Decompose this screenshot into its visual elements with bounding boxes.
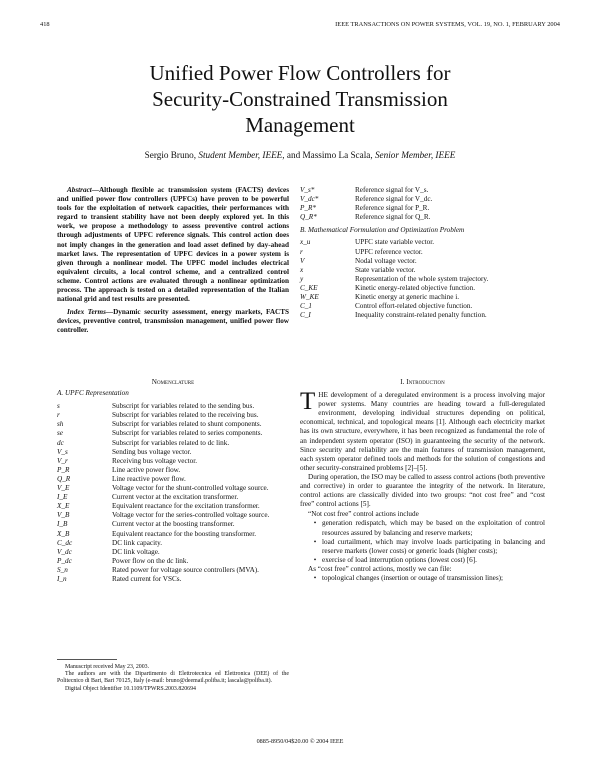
nomenclature-symbol: V_s* bbox=[300, 186, 315, 194]
abstract bbox=[57, 186, 289, 336]
nomenclature-symbol: P_dc bbox=[57, 556, 72, 565]
nomenclature-row bbox=[57, 502, 289, 511]
nomenclature-row bbox=[300, 302, 545, 311]
nomenclature-definition: Power flow on the dc link. bbox=[112, 556, 189, 565]
paper-title bbox=[0, 60, 600, 138]
nomenclature-continued bbox=[300, 186, 545, 320]
nomenclature-symbol: S_n bbox=[57, 565, 68, 574]
nomenclature-symbol: I_n bbox=[57, 574, 67, 583]
nomenclature-symbol: Q_R bbox=[57, 474, 71, 483]
nomenclature-definition: Rated current for VSCs. bbox=[112, 574, 182, 583]
nomenclature-row bbox=[57, 466, 289, 475]
nomenclature-symbol: se bbox=[57, 429, 63, 438]
list-item: • topological changes (insertion or outage of transmission lines); bbox=[313, 573, 504, 582]
nomenclature-definition: Voltage vector for the shunt-controlled voltage source. bbox=[112, 484, 269, 493]
nomenclature-definition: Reference signal for V_s. bbox=[355, 186, 429, 194]
nomenclature-row bbox=[57, 520, 289, 529]
nomenclature-symbol: dc bbox=[57, 438, 64, 447]
nomenclature-row bbox=[300, 186, 545, 195]
nomenclature-row bbox=[300, 311, 545, 320]
nomenclature-definition: Nodal voltage vector. bbox=[355, 256, 417, 265]
introduction-section bbox=[300, 378, 545, 583]
nomenclature-symbol: y bbox=[300, 274, 304, 283]
nomenclature-symbol: C_KE bbox=[300, 283, 318, 292]
nomenclature-row bbox=[300, 275, 545, 284]
nomenclature-definition: Control effort-related objective function. bbox=[355, 302, 473, 311]
nomenclature-definition: State variable vector. bbox=[355, 265, 416, 274]
nomenclature-definition: Kinetic energy at generic machine i. bbox=[355, 293, 460, 302]
nomenclature-row bbox=[57, 448, 289, 457]
nomenclature-symbol: C_dc bbox=[57, 538, 73, 547]
nomenclature-symbol: V_E bbox=[57, 484, 70, 493]
nomenclature-symbol: Q_R* bbox=[300, 213, 317, 222]
nomenclature-row bbox=[300, 195, 545, 204]
nomenclature-symbol: W_KE bbox=[300, 293, 319, 302]
nomenclature-definition: Inequality constraint-related penalty function. bbox=[355, 311, 487, 320]
nomenclature-list-a bbox=[57, 402, 289, 584]
nomenclature-definition: Subscript for variables related to the receiving bus. bbox=[112, 411, 259, 420]
nomenclature-definition: Subscript for variables related to series components. bbox=[112, 429, 263, 438]
nomenclature-row bbox=[300, 257, 545, 266]
nomenclature-definition: Equivalent reactance for the excitation transformer. bbox=[112, 502, 260, 511]
nomenclature-definition: Reference signal for Q_R. bbox=[355, 213, 431, 222]
nomenclature-row bbox=[57, 411, 289, 420]
nomenclature-section bbox=[57, 378, 289, 584]
abstract-text: Although flexible ac transmission system (FACTS) devices and unified power flow controllers (UPFCs) have proven to be powerful tools for the exploitation of network capacities, their performances with regard to transient stability have not been deeply explored yet. In this work, we propose a methodology to assess preventive control actions through adjustments of UPFC reference signals. This control action does not imply changes in the generation and load asset defined by day-ahead market laws. The representation of UPFC devices in a power system is given through a nonlinear model. The UPFC model includes electrical equivalent circuits, a local control scheme, and a centralized control scheme. Control actions are evaluated through a nonlinear optimization process. The approach is tested on a detailed representation of the Italian national grid and test results are presented. bbox=[57, 186, 289, 304]
intro-paragraph-2: During operation, the ISO may be called to assess control actions (both preventive and corrective) in order to guarantee the integrity of the network. In literature, control actions are classically divided into two groups: “not cost free” and “cost free” control actions [5]. bbox=[300, 472, 545, 509]
nomenclature-symbol: V_B bbox=[57, 511, 70, 520]
nomenclature-symbol: s bbox=[57, 402, 60, 411]
intro-paragraph-1: THE development of a deregulated environment is a process involving major power systems. Many countries are heading toward a full-deregulated environment, developing individual structures depending on political, economical, technical, and topological means [1]. Although each electricity market has its own structure, everywhere, it has been recognized as fundamental the role of an independent system operator (ISO) in guaranteeing the security of the network. Since security and reliability are the main features of transmission management, each system operator defined tools and methods for the solution of congestions and other security-constrained problems [2]–[5]. bbox=[300, 388, 545, 472]
nomenclature-definition: DC link capacity. bbox=[112, 538, 163, 547]
nomenclature-definition: Line reactive power flow. bbox=[112, 474, 186, 483]
list-item: • generation redispatch, which may be based on the exploitation of control resources assured by balancing and reserve markets; bbox=[313, 519, 545, 537]
nomenclature-row bbox=[300, 238, 545, 247]
nomenclature-row bbox=[300, 293, 545, 302]
intro-paragraph-3: “Not cost free” control actions include bbox=[308, 510, 419, 519]
bullet-list-1 bbox=[308, 519, 545, 564]
footnote-received: Manuscript received May 23, 2003. bbox=[65, 664, 150, 670]
nomenclature-symbol: P_R* bbox=[300, 204, 316, 213]
nomenclature-definition: Rated power for voltage source controllers (MVA). bbox=[112, 565, 259, 574]
nomenclature-row bbox=[57, 402, 289, 411]
nomenclature-definition: DC link voltage. bbox=[112, 547, 160, 556]
nomenclature-definition: Sending bus voltage vector. bbox=[112, 447, 192, 456]
nomenclature-symbol: x bbox=[300, 265, 304, 274]
nomenclature-definition: Equivalent reactance for the boosting transformer. bbox=[112, 529, 257, 538]
nomenclature-definition: Subscript for variables related to shunt components. bbox=[112, 420, 262, 429]
author-name: Sergio Bruno, bbox=[144, 150, 197, 160]
nomenclature-symbol: V_s bbox=[57, 447, 68, 456]
nomenclature-row bbox=[57, 557, 289, 566]
title-line: Management bbox=[245, 113, 355, 137]
intro-paragraph-4: As “cost free” control actions, mostly we can file: bbox=[308, 564, 452, 573]
bullet-list-2 bbox=[308, 574, 545, 583]
nomenclature-symbol: I_E bbox=[57, 493, 68, 502]
nomenclature-definition: Current vector at the excitation transformer. bbox=[112, 493, 239, 502]
nomenclature-symbol: V_r bbox=[57, 456, 68, 465]
nomenclature-row bbox=[57, 548, 289, 557]
nomenclature-symbol: x_u bbox=[300, 238, 311, 247]
nomenclature-row bbox=[300, 213, 545, 222]
nomenclature-row bbox=[57, 566, 289, 575]
nomenclature-list-a-continued bbox=[300, 186, 545, 222]
nomenclature-row bbox=[57, 575, 289, 584]
nomenclature-row bbox=[300, 204, 545, 213]
subsection-a-heading: A. UPFC Representation bbox=[57, 389, 129, 398]
nomenclature-definition: Representation of the whole system trajectory. bbox=[355, 274, 489, 283]
nomenclature-row bbox=[57, 429, 289, 438]
running-header: IEEE TRANSACTIONS ON POWER SYSTEMS, VOL. 19, NO. 1, FEBRUARY 2004 bbox=[335, 21, 560, 28]
drop-cap: T bbox=[300, 388, 316, 416]
nomenclature-definition: Voltage vector for the series-controlled voltage source. bbox=[112, 511, 270, 520]
nomenclature-definition: Reference signal for V_dc. bbox=[355, 195, 433, 204]
nomenclature-definition: UPFC state variable vector. bbox=[355, 238, 435, 247]
footnote-doi: Digital Object Identifier 10.1109/TPWRS.2003.820694 bbox=[65, 685, 196, 692]
nomenclature-definition: Receiving bus voltage vector. bbox=[112, 456, 198, 465]
nomenclature-symbol: V_dc bbox=[57, 547, 72, 556]
nomenclature-row bbox=[57, 439, 289, 448]
nomenclature-symbol: r bbox=[57, 411, 60, 420]
nomenclature-row bbox=[57, 511, 289, 520]
introduction-heading: I. Introduction bbox=[400, 378, 445, 386]
nomenclature-row bbox=[57, 530, 289, 539]
page-number: 418 bbox=[40, 21, 50, 28]
footnote-affiliation: The authors are with the Dipartimento di Elettrotecnica ed Elettronica (DEE) of the Politecnico di Bari, Bari 70125, Italy (e-mail: bruno@deemail.poliba.it; lascala@poliba.it). bbox=[57, 671, 289, 685]
copyright-footer: 0885-8950/04$20.00 © 2004 IEEE bbox=[256, 738, 344, 745]
nomenclature-symbol: X_B bbox=[57, 529, 70, 538]
nomenclature-symbol: P_R bbox=[57, 465, 70, 474]
nomenclature-row bbox=[57, 493, 289, 502]
nomenclature-row bbox=[57, 420, 289, 429]
nomenclature-symbol: r bbox=[300, 247, 303, 256]
subsection-b-heading: B. Mathematical Formulation and Optimization Problem bbox=[300, 226, 465, 235]
nomenclature-symbol: V_dc* bbox=[300, 195, 319, 204]
footnote-rule bbox=[57, 659, 117, 660]
author-role: Student Member, IEEE, bbox=[198, 150, 285, 160]
abstract-label: Abstract— bbox=[67, 186, 99, 194]
nomenclature-definition: Kinetic energy-related objective function. bbox=[355, 283, 476, 292]
title-line: Security-Constrained Transmission bbox=[152, 87, 448, 111]
nomenclature-row bbox=[57, 475, 289, 484]
index-terms-text: Dynamic security assessment, energy markets, FACTS devices, preventive control, transmission management, unified power flow controller. bbox=[57, 308, 289, 335]
author-role: Senior Member, IEEE bbox=[374, 150, 456, 160]
nomenclature-symbol: C_1 bbox=[300, 302, 312, 311]
nomenclature-row bbox=[57, 457, 289, 466]
nomenclature-list-b bbox=[300, 238, 545, 320]
nomenclature-row bbox=[57, 539, 289, 548]
nomenclature-definition: Current vector at the boosting transformer. bbox=[112, 520, 235, 529]
nomenclature-definition: Line active power flow. bbox=[112, 465, 181, 474]
author-name: and Massimo La Scala, bbox=[286, 150, 373, 160]
nomenclature-row bbox=[300, 248, 545, 257]
index-terms-label: Index Terms— bbox=[67, 308, 114, 317]
nomenclature-symbol: V bbox=[300, 256, 305, 265]
nomenclature-row bbox=[300, 284, 545, 293]
nomenclature-symbol: C_I bbox=[300, 311, 311, 320]
nomenclature-definition: Subscript for variables related to the sending bus. bbox=[112, 402, 255, 411]
author-line bbox=[0, 150, 600, 160]
nomenclature-symbol: I_B bbox=[57, 520, 68, 529]
nomenclature-definition: Subscript for variables related to dc link. bbox=[112, 438, 230, 447]
nomenclature-symbol: X_E bbox=[57, 502, 70, 511]
nomenclature-row bbox=[300, 266, 545, 275]
nomenclature-definition: UPFC reference vector. bbox=[355, 247, 423, 256]
list-item: • exercise of load interruption options (lowest cost) [6]. bbox=[313, 555, 477, 564]
nomenclature-symbol: sh bbox=[57, 420, 64, 429]
title-line: Unified Power Flow Controllers for bbox=[149, 61, 451, 85]
nomenclature-definition: Reference signal for P_R. bbox=[355, 204, 430, 213]
footnotes bbox=[57, 664, 289, 693]
nomenclature-heading: Nomenclature bbox=[151, 378, 195, 386]
list-item: • load curtailment, which may involve loads participating in balancing and reserve markets (lower costs) or generic loads (higher costs); bbox=[313, 537, 545, 555]
nomenclature-row bbox=[57, 484, 289, 493]
